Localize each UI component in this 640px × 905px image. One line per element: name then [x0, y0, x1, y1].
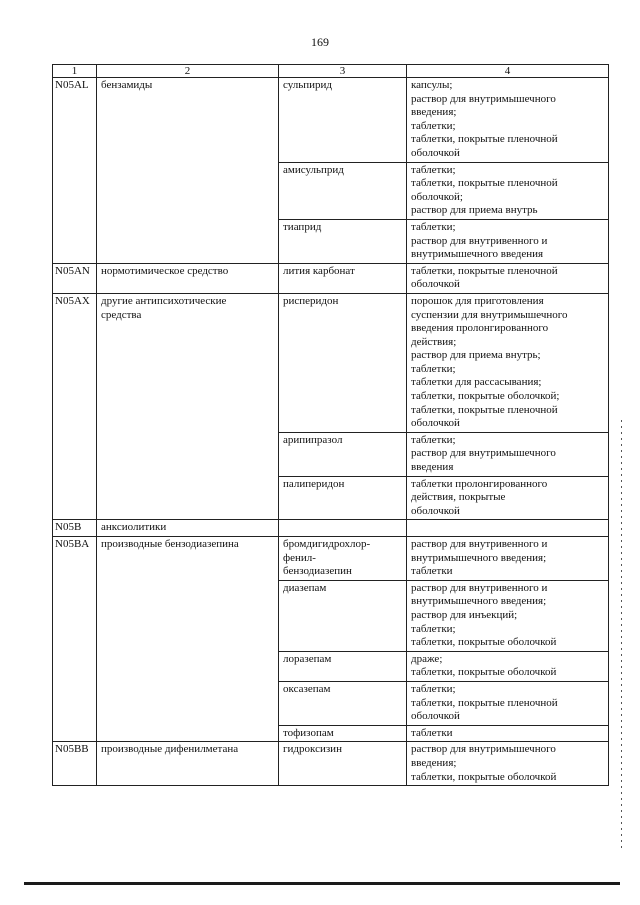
table-row [53, 263, 609, 293]
drug-name-line: тиаприд [283, 220, 322, 233]
drug-name-line: тофизопам [283, 726, 334, 739]
dosage-form-cell [407, 78, 609, 163]
dosage-form-line: введения пролонгированного [411, 322, 549, 335]
group-name-line: другие антипсихотические [101, 294, 227, 307]
dosage-form-line: таблетки; [411, 362, 456, 375]
dosage-form-line: оболочкой [411, 146, 460, 159]
dosage-form-line: раствор для инъекций; [411, 608, 518, 621]
group-name-cell [97, 263, 279, 293]
drug-name-line: фенил- [283, 551, 316, 564]
drug-name-line: диазепам [283, 581, 327, 594]
drug-name-line: оксазепам [283, 682, 331, 695]
group-name-cell [97, 520, 279, 537]
dosage-form-line: таблетки, покрытые оболочкой; [411, 390, 560, 403]
drug-name-cell [279, 219, 407, 263]
dosage-form-line: введения [411, 461, 454, 474]
dosage-form-line: раствор для внутривенного и [411, 234, 548, 247]
drug-name-cell [279, 432, 407, 476]
dosage-form-line: таблетки, покрытые оболочкой [411, 666, 557, 679]
atc-code-cell: N05B [53, 520, 97, 537]
group-name-line: производные дифенилметана [101, 743, 239, 756]
dosage-form-line: таблетки; [411, 119, 456, 132]
dosage-form-line: действия; [411, 335, 457, 348]
dosage-form-line: таблетки пролонгированного [411, 477, 548, 490]
dosage-form-line: действия, покрытые [411, 491, 506, 504]
group-name-line: анксиолитики [101, 521, 167, 534]
dosage-form-line: внутримышечного введения; [411, 595, 547, 608]
dosage-form-line: оболочкой [411, 504, 460, 517]
dosage-form-cell [407, 263, 609, 293]
group-name-line: средства [101, 308, 142, 321]
dosage-form-line: раствор для приема внутрь [411, 204, 538, 217]
atc-code-cell: N05BA [53, 537, 97, 742]
dosage-form-line: оболочкой [411, 417, 460, 430]
dosage-form-line: таблетки [411, 565, 453, 578]
drug-name-line: лоразепам [283, 652, 332, 665]
drug-name-line: амисульприд [283, 163, 344, 176]
drug-name-line: арипипразол [283, 433, 343, 446]
dosage-form-line: раствор для внутривенного и [411, 538, 548, 550]
drug-name-line: бензодиазепин [283, 565, 352, 578]
group-name-line: производные бензодиазепина [101, 538, 239, 550]
dosage-form-line: оболочкой; [411, 190, 463, 203]
dosage-form-line: таблетки [411, 726, 453, 739]
group-name-line: нормотимическое средство [101, 264, 229, 277]
dosage-form-line: раствор для внутримышечного [411, 743, 556, 756]
drug-name-line: гидроксизин [283, 743, 342, 756]
dosage-form-cell [407, 293, 609, 432]
dosage-form-line: таблетки; [411, 682, 456, 695]
dosage-form-line: таблетки, покрытые пленочной [411, 133, 558, 146]
column-header: 3 [279, 65, 407, 78]
dosage-form-cell [407, 651, 609, 681]
column-header: 4 [407, 65, 609, 78]
drug-name-cell [279, 293, 407, 432]
dosage-form-line: таблетки, покрытые пленочной [411, 403, 558, 416]
drug-name-line: рисперидон [283, 294, 339, 307]
drug-name-cell [279, 476, 407, 520]
dosage-form-line: капсулы; [411, 79, 453, 91]
dosage-form-cell [407, 725, 609, 742]
dosage-form-cell [407, 219, 609, 263]
group-name-cell [97, 537, 279, 742]
table-row [53, 78, 609, 163]
drug-name-cell [279, 725, 407, 742]
scan-edge-bottom [24, 882, 620, 885]
drug-name-cell [279, 263, 407, 293]
atc-code-cell: N05AX [53, 293, 97, 520]
dosage-form-line: таблетки; [411, 163, 456, 176]
dosage-form-line: введения; [411, 106, 457, 119]
table-row [53, 520, 609, 537]
drug-name-cell [279, 520, 407, 537]
dosage-form-line: порошок для приготовления [411, 294, 544, 307]
drug-table [52, 64, 609, 786]
drug-name-line: палиперидон [283, 477, 345, 490]
drug-name-cell [279, 580, 407, 651]
table-header-row [53, 65, 609, 78]
dosage-form-line: внутримышечного введения [411, 248, 544, 261]
dosage-form-line: раствор для внутривенного и [411, 581, 548, 594]
dosage-form-line: введения; [411, 756, 457, 769]
dosage-form-line: таблетки, покрытые оболочкой [411, 636, 557, 649]
dosage-form-line: раствор для внутримышечного [411, 447, 556, 460]
dosage-form-line: таблетки, покрытые пленочной [411, 696, 558, 709]
group-name-cell [97, 293, 279, 520]
drug-name-cell [279, 537, 407, 581]
dosage-form-line: таблетки; [411, 622, 456, 635]
atc-code-cell: N05BB [53, 742, 97, 786]
drug-name-line: бромдигидрохлор- [283, 538, 371, 550]
drug-name-cell [279, 651, 407, 681]
dosage-form-cell [407, 432, 609, 476]
dosage-form-cell [407, 520, 609, 537]
dosage-form-line: таблетки; [411, 433, 456, 446]
dosage-form-line: раствор для внутримышечного [411, 92, 556, 105]
group-name-cell [97, 742, 279, 786]
drug-name-line: сульпирид [283, 79, 333, 91]
dosage-form-line: таблетки, покрытые пленочной [411, 264, 558, 277]
drug-table-body [53, 65, 609, 786]
dosage-form-line: оболочкой [411, 710, 460, 723]
dosage-form-line: драже; [411, 652, 443, 665]
atc-code-cell: N05AL [53, 78, 97, 264]
dosage-form-line: оболочкой [411, 278, 460, 291]
table-row [53, 537, 609, 581]
table-row [53, 742, 609, 786]
dosage-form-line: таблетки; [411, 220, 456, 233]
column-header: 2 [97, 65, 279, 78]
drug-name-line: лития карбонат [283, 264, 355, 277]
drug-name-cell [279, 162, 407, 219]
drug-name-cell [279, 78, 407, 163]
atc-code-cell: N05AN [53, 263, 97, 293]
page-number: 169 [311, 35, 329, 49]
dosage-form-line: таблетки для рассасывания; [411, 376, 542, 389]
group-name-line: бензамиды [101, 79, 153, 91]
drug-name-cell [279, 742, 407, 786]
dosage-form-line: раствор для приема внутрь; [411, 349, 541, 362]
table-row [53, 293, 609, 432]
scan-edge-right [621, 420, 622, 850]
dosage-form-cell [407, 476, 609, 520]
dosage-form-cell [407, 162, 609, 219]
dosage-form-line: суспензии для внутримышечного [411, 308, 568, 321]
dosage-form-cell [407, 742, 609, 786]
dosage-form-line: таблетки, покрытые пленочной [411, 177, 558, 190]
dosage-form-cell [407, 580, 609, 651]
column-header: 1 [53, 65, 97, 78]
dosage-form-line: таблетки, покрытые оболочкой [411, 770, 557, 783]
drug-name-cell [279, 681, 407, 725]
dosage-form-cell [407, 681, 609, 725]
group-name-cell [97, 78, 279, 264]
dosage-form-line: внутримышечного введения; [411, 551, 547, 564]
dosage-form-cell [407, 537, 609, 581]
